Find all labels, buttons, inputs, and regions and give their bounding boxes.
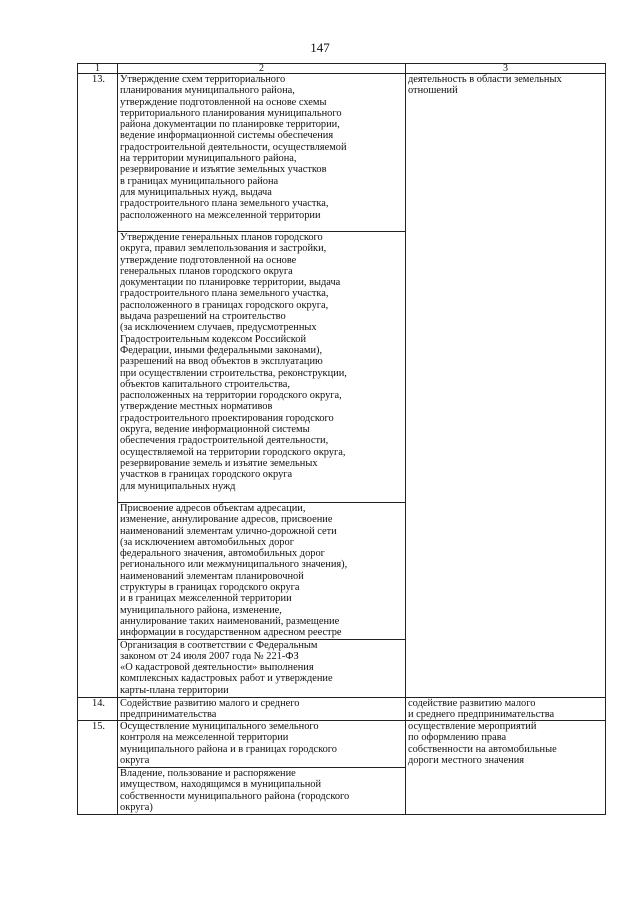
column-header-1: 1 [78, 64, 118, 74]
power-text: Содействие развитию малого и среднего предпринимательства [120, 697, 300, 720]
column-header-3: 3 [406, 64, 606, 74]
row-number: 14. [78, 697, 118, 721]
power-text: Организация в соответствии с Федеральным законом от 24 июля 2007 года № 221-ФЗ «О кадастровой деятельности» выполнения комплексных кадастровых работ и утверждение карты-плана территории [120, 639, 333, 696]
row-number: 15. [78, 721, 118, 815]
power-cell [118, 697, 406, 721]
power-cell [118, 768, 406, 815]
power-text: Присвоение адресов объектам адресации, изменение, аннулирование адресов, присвоение наименований элементам улично-дорожной сети (за исключением автомобильных дорог федерального значения, автомобильных дорог регионального или межмуниципального значения), наименований элементам планировочной структуры в границах городского округа и в границах межселенной территории муниципального района, изменение, аннулирование таких наименований, размещение информации в государственном адресном реестре [120, 503, 348, 639]
power-text: Утверждение схем территориального планирования муниципального района, утверждение подготовленной на основе схемы территориального планирования муниципального района документации по планировке территории, ведение информационной системы обеспечения градостроительной деятельности, осуществляемой на территории муниципального района, резервирование и изъятие земельных участков в границах муниципального района для муниципальных нужд, выдача градостроительного плана земельного участка, расположенного на межселенной территории [120, 74, 347, 221]
power-cell [118, 503, 406, 640]
table-row [78, 74, 606, 232]
table-header-row [78, 64, 606, 74]
table-row [78, 697, 606, 721]
area-cell [406, 721, 606, 815]
power-cell [118, 721, 406, 768]
power-text: Осуществление муниципального земельного контроля на межселенной территории муниципального района и в границах городского округа [120, 721, 338, 767]
area-cell [406, 697, 606, 721]
area-text: осуществление мероприятий по оформлению права собственности на автомобильные дороги местного значения [408, 721, 557, 767]
row-number: 13. [78, 74, 118, 698]
power-cell [118, 232, 406, 503]
column-header-2: 2 [118, 64, 406, 74]
power-cell [118, 74, 406, 232]
page-number: 147 [310, 40, 330, 55]
powers-table [77, 63, 606, 815]
table-row [78, 721, 606, 768]
power-text: Утверждение генеральных планов городского округа, правил землепользования и застройки, утверждение подготовленной на основе генеральных планов городского округа документации по планировке территории, выдача градостроительного плана земельного участка, расположенного в границах городского округа, выдача разрешений на строительство (за исключением случаев, предусмотренных Градостроительным кодексом Российской Федерации, иными федеральными законами), разрешений на ввод объектов в эксплуатацию при осуществлении строительства, реконструкции, объектов капитального строительства, расположенных на территории городского округа, утверждение местных нормативов градостроительного проектирования городского округа, ведение информационной системы обеспечения градостроительной деятельности, осуществляемой на территории городского округа, резервирование земель и изъятие земельных участков в границах городского округа для муниципальных нужд [120, 232, 347, 492]
area-text: содействие развитию малого и среднего предпринимательства [408, 697, 555, 720]
power-text: Владение, пользование и распоряжение имуществом, находящимся в муниципальной собственности муниципального района (городского округа) [120, 768, 350, 814]
area-cell [406, 74, 606, 698]
power-cell [118, 639, 406, 697]
area-text: деятельность в области земельных отношений [408, 74, 562, 97]
